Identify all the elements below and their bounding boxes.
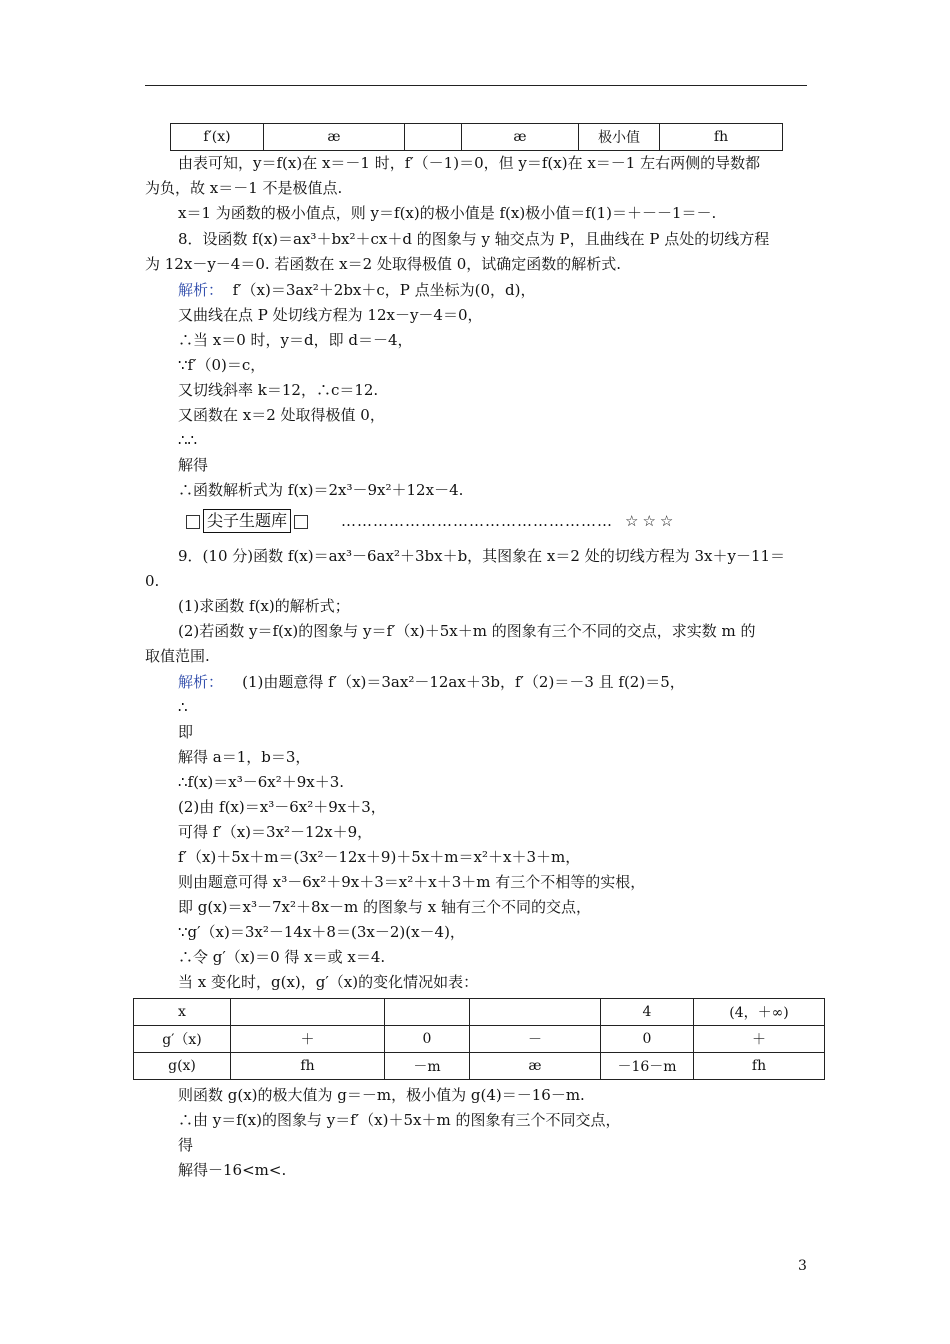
table-cell: g(x) xyxy=(134,1053,231,1080)
text-line: 解得 a＝1，b＝3， xyxy=(178,748,311,766)
text-line: 可得 f′（x)＝3x²－12x＋9， xyxy=(178,823,373,841)
text-line: 为 12x－y－4＝0. 若函数在 x＝2 处取得极值 0，试确定函数的解析式. xyxy=(145,255,622,273)
text-line: (2)若函数 y＝f(x)的图象与 y＝f′（x)＋5x＋m 的图象有三个不同的交点，求实数 m 的 xyxy=(178,622,756,640)
dot-leader: …………………………………………… xyxy=(341,512,614,530)
table-cell: fh xyxy=(694,1053,825,1080)
text-line: 即 g(x)＝x³－7x²＋8x－m 的图象与 x 轴有三个不同的交点， xyxy=(178,898,592,916)
text-line: 又函数在 x＝2 处取得极值 0， xyxy=(178,406,385,424)
text-line: 又切线斜率 k＝12，∴c＝12. xyxy=(178,381,379,399)
text-line: ∵f′（0)＝c， xyxy=(178,356,266,374)
difficulty-stars: ☆☆☆ xyxy=(625,512,678,530)
table-cell: 0 xyxy=(601,1026,694,1053)
table-cell: æ xyxy=(264,124,405,151)
variation-table xyxy=(133,998,825,1080)
text-line: 为负，故 x＝－1 不是极值点. xyxy=(145,179,343,197)
text-span: (1)由题意得 f′（x)＝3ax²－12ax＋3b，f′（2)＝－3 且 f(2)＝5， xyxy=(242,673,685,691)
text-line: 8．设函数 f(x)＝ax³＋bx²＋cx＋d 的图象与 y 轴交点为 P，且曲线在 P 点处的切线方程 xyxy=(178,230,770,248)
checkbox-square-icon xyxy=(186,515,200,529)
page-number: 3 xyxy=(798,1258,807,1274)
table-cell xyxy=(231,999,385,1026)
table-cell: ＋ xyxy=(231,1026,385,1053)
jiexi-label: 解析： xyxy=(178,281,224,299)
text-line: ∴ xyxy=(178,698,188,716)
checkbox-square-icon xyxy=(294,515,308,529)
text-line: (2)由 f(x)＝x³－6x²＋9x＋3， xyxy=(178,798,386,816)
text-line: 又曲线在点 P 处切线方程为 12x－y－4＝0， xyxy=(178,306,483,324)
text-line: ∴当 x＝0 时，y＝d，即 d＝－4， xyxy=(178,331,413,349)
section-title: 尖子生题库 xyxy=(203,509,291,533)
text-line: ∴∴ xyxy=(178,431,198,449)
table-cell: fh xyxy=(660,124,783,151)
text-line: ∴令 g′（x)＝0 得 x＝或 x＝4. xyxy=(178,948,386,966)
table-cell: x xyxy=(134,999,231,1026)
sign-table-top xyxy=(170,123,783,151)
section-banner xyxy=(183,509,677,533)
table-cell: 4 xyxy=(601,999,694,1026)
text-line: ∴f(x)＝x³－6x²＋9x＋3. xyxy=(178,773,345,791)
text-line: 由表可知，y＝f(x)在 x＝－1 时，f′（－1)＝0，但 y＝f(x)在 x＝－1 左右两侧的导数都 xyxy=(178,154,761,172)
table-cell: 0 xyxy=(385,1026,470,1053)
text-line: 解得 xyxy=(178,456,209,474)
text-line: ∴由 y＝f(x)的图象与 y＝f′（x)＋5x＋m 的图象有三个不同交点， xyxy=(178,1111,621,1129)
text-line: 当 x 变化时，g(x)，g′（x)的变化情况如表： xyxy=(178,973,479,991)
table-cell: æ xyxy=(470,1053,601,1080)
table-cell xyxy=(470,999,601,1026)
table-cell: － xyxy=(470,1026,601,1053)
table-cell: ＋ xyxy=(694,1026,825,1053)
text-line xyxy=(178,280,536,300)
header-rule xyxy=(145,85,807,86)
text-line: x＝1 为函数的极小值点，则 y＝f(x)的极小值是 f(x)极小值＝f(1)＝＋－－1＝－. xyxy=(178,204,717,222)
table-cell: －m xyxy=(385,1053,470,1080)
table-cell: f′(x) xyxy=(171,124,264,151)
table-cell: －16－m xyxy=(601,1053,694,1080)
text-line: 则由题意可得 x³－6x²＋9x＋3＝x²＋x＋3＋m 有三个不相等的实根， xyxy=(178,873,646,891)
text-span: f′（x)＝3ax²＋2bx＋c，P 点坐标为(0，d)， xyxy=(232,281,536,299)
text-line: (1)求函数 f(x)的解析式； xyxy=(178,597,350,615)
text-line: 得 xyxy=(178,1136,194,1154)
table-cell: (4，＋∞) xyxy=(694,999,825,1026)
text-line xyxy=(178,672,685,692)
text-line: 取值范围. xyxy=(145,647,210,665)
text-line: ∴函数解析式为 f(x)＝2x³－9x²＋12x－4. xyxy=(178,481,464,499)
text-line: 即 xyxy=(178,723,194,741)
table-cell: æ xyxy=(462,124,579,151)
table-cell: 极小值 xyxy=(579,124,660,151)
text-line: 9．(10 分)函数 f(x)＝ax³－6ax²＋3bx＋b，其图象在 x＝2 处的切线方程为 3x＋y－11＝ xyxy=(178,547,786,565)
text-line: 解得－16<m<. xyxy=(178,1161,287,1179)
table-cell xyxy=(385,999,470,1026)
text-line: 则函数 g(x)的极大值为 g＝－m，极小值为 g(4)＝－16－m. xyxy=(178,1086,585,1104)
table-cell xyxy=(405,124,462,151)
table-cell: fh xyxy=(231,1053,385,1080)
text-line: ∵g′（x)＝3x²－14x＋8＝(3x－2)(x－4)， xyxy=(178,923,465,941)
table-cell: g′（x) xyxy=(134,1026,231,1053)
jiexi-label: 解析： xyxy=(178,673,224,691)
text-line: f′（x)＋5x＋m＝(3x²－12x＋9)＋5x＋m＝x²＋x＋3＋m， xyxy=(178,848,581,866)
text-line: 0. xyxy=(145,572,160,590)
